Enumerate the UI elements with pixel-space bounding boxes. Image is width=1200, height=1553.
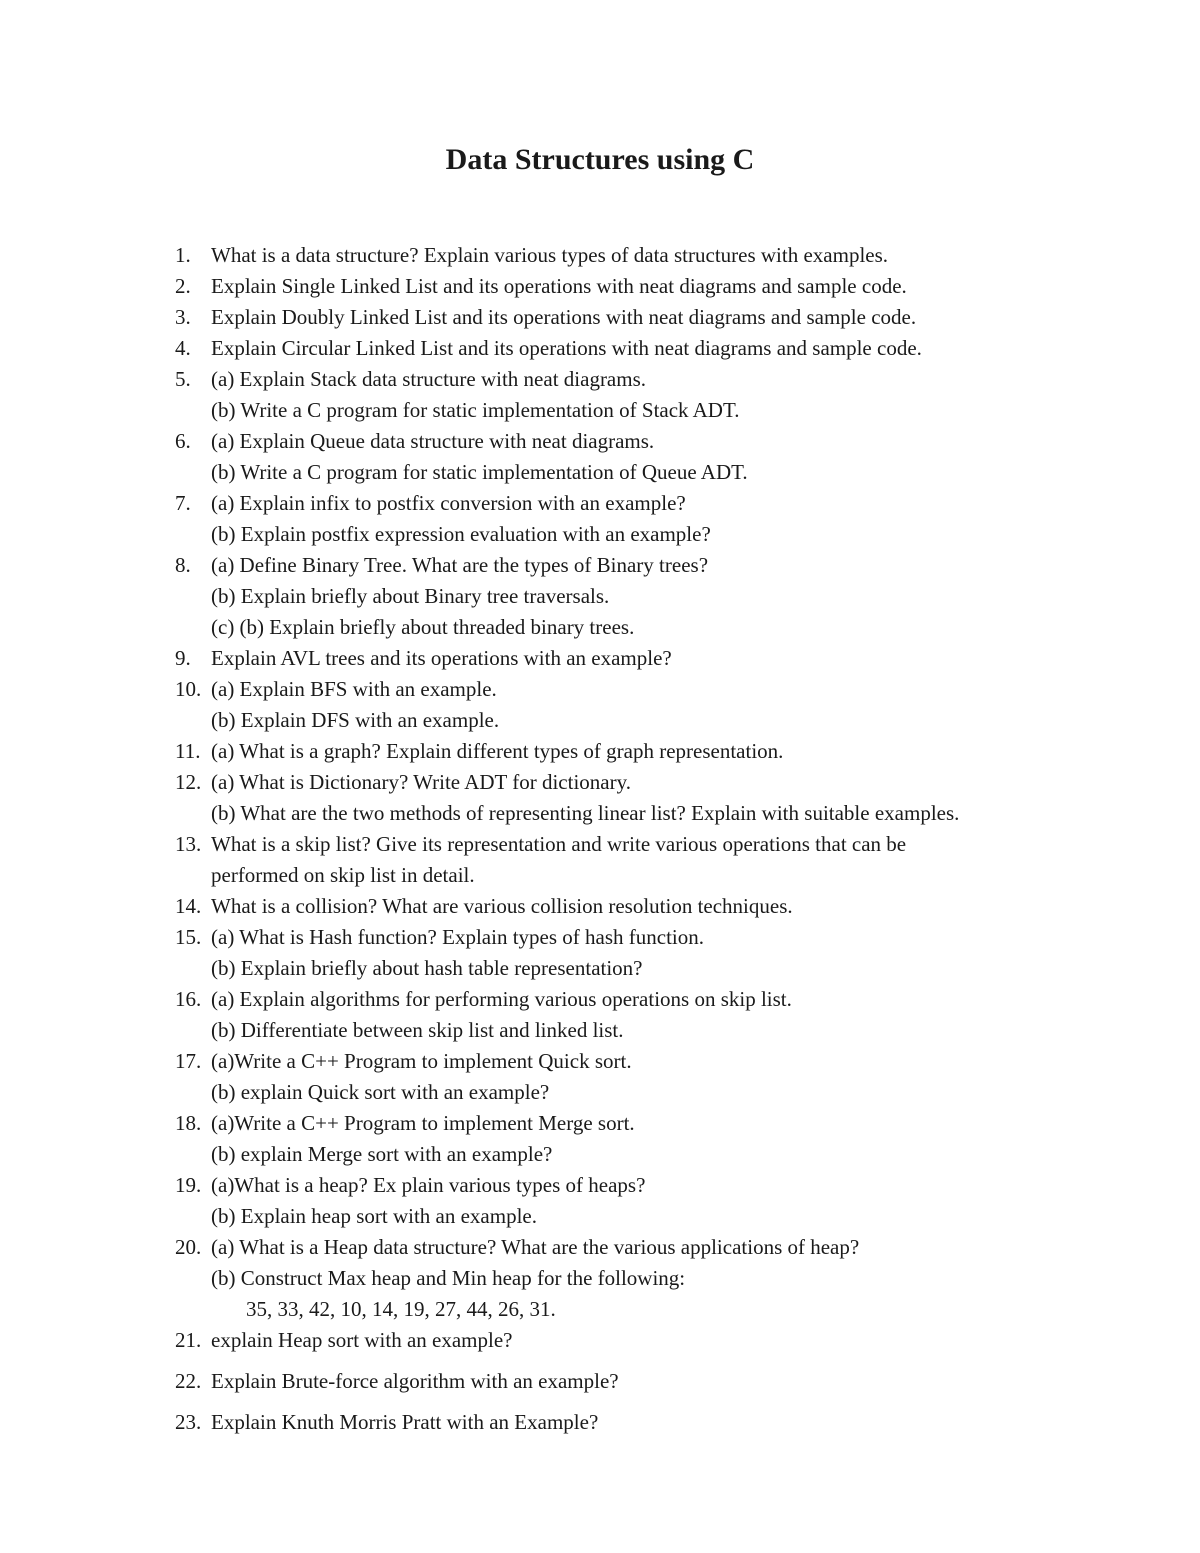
question-text: (a)Write a C++ Program to implement Merge sort. [211, 1111, 635, 1135]
question-number: 16. [175, 987, 202, 1011]
question-text: (a) What is a graph? Explain different types of graph representation. [211, 739, 784, 763]
question-text: (a)What is a heap? Ex plain various types of heaps? [211, 1173, 646, 1197]
question-number: 12. [175, 770, 202, 794]
question-text: performed on skip list in detail. [211, 863, 475, 887]
question-item [0, 736, 1200, 767]
question-item [0, 1232, 1200, 1325]
question-number: 15. [175, 925, 202, 949]
question-number: 22. [175, 1369, 202, 1393]
question-number: 8. [175, 553, 191, 577]
question-item [0, 271, 1200, 302]
question-text: What is a collision? What are various collision resolution techniques. [211, 894, 793, 918]
question-number: 18. [175, 1111, 202, 1135]
question-number: 14. [175, 894, 202, 918]
question-text: (a) Explain infix to postfix conversion with an example? [211, 491, 686, 515]
question-number: 4. [175, 336, 191, 360]
question-item [0, 643, 1200, 674]
question-item [0, 302, 1200, 333]
question-text: (a) Explain Queue data structure with neat diagrams. [211, 429, 655, 453]
question-text: 35, 33, 42, 10, 14, 19, 27, 44, 26, 31. [246, 1297, 556, 1321]
question-text: What is a data structure? Explain various types of data structures with examples. [211, 243, 889, 267]
question-number: 13. [175, 832, 202, 856]
question-text: (a) Explain Stack data structure with neat diagrams. [211, 367, 647, 391]
question-text: (b) Explain postfix expression evaluation with an example? [211, 522, 711, 546]
question-text: (b) Write a C program for static implementation of Stack ADT. [211, 398, 740, 422]
question-item [0, 426, 1200, 488]
question-text: (b) Explain briefly about Binary tree traversals. [211, 584, 610, 608]
question-text: explain Heap sort with an example? [211, 1328, 513, 1352]
question-item [0, 1046, 1200, 1108]
question-item [0, 488, 1200, 550]
question-text: What is a skip list? Give its representation and write various operations that can be [211, 832, 907, 856]
question-number: 21. [175, 1328, 202, 1352]
question-number: 9. [175, 646, 191, 670]
question-text: (a) Define Binary Tree. What are the types of Binary trees? [211, 553, 709, 577]
question-number: 11. [175, 739, 201, 763]
question-item [0, 1170, 1200, 1232]
question-item [0, 767, 1200, 829]
question-number: 5. [175, 367, 191, 391]
question-text: Explain Brute-force algorithm with an example? [211, 1369, 619, 1393]
question-number: 23. [175, 1410, 202, 1434]
question-text: (b) Explain heap sort with an example. [211, 1204, 537, 1228]
question-text: (b) explain Merge sort with an example? [211, 1142, 553, 1166]
question-number: 10. [175, 677, 202, 701]
question-text: (a) Explain BFS with an example. [211, 677, 497, 701]
question-text: (a) What is Hash function? Explain types of hash function. [211, 925, 704, 949]
question-number: 2. [175, 274, 191, 298]
question-item [0, 364, 1200, 426]
question-text: (b) What are the two methods of representing linear list? Explain with suitable examples. [211, 801, 960, 825]
question-item [0, 1366, 1200, 1397]
question-text: (c) (b) Explain briefly about threaded binary trees. [211, 615, 635, 639]
page-title: Data Structures using C [445, 143, 755, 176]
question-item [0, 333, 1200, 364]
question-item [0, 1108, 1200, 1170]
question-number: 17. [175, 1049, 202, 1073]
question-number: 7. [175, 491, 191, 515]
question-number: 3. [175, 305, 191, 329]
question-item [0, 674, 1200, 736]
question-text: Explain Circular Linked List and its operations with neat diagrams and sample code. [211, 336, 922, 360]
question-text: (b) Differentiate between skip list and linked list. [211, 1018, 624, 1042]
question-text: (a) Explain algorithms for performing various operations on skip list. [211, 987, 792, 1011]
question-item [0, 550, 1200, 643]
question-text: Explain Doubly Linked List and its operations with neat diagrams and sample code. [211, 305, 917, 329]
question-item [0, 922, 1200, 984]
question-text: (a) What is Dictionary? Write ADT for dictionary. [211, 770, 631, 794]
question-text: (b) Explain DFS with an example. [211, 708, 500, 732]
question-item [0, 1407, 1200, 1438]
question-number: 6. [175, 429, 191, 453]
question-text: (b) explain Quick sort with an example? [211, 1080, 550, 1104]
question-item [0, 984, 1200, 1046]
question-number: 20. [175, 1235, 202, 1259]
question-text: (a)Write a C++ Program to implement Quick sort. [211, 1049, 632, 1073]
question-text: Explain Single Linked List and its operations with neat diagrams and sample code. [211, 274, 907, 298]
question-text: (b) Explain briefly about hash table representation? [211, 956, 643, 980]
question-number: 1. [175, 243, 191, 267]
question-item [0, 829, 1200, 891]
question-text: (b) Write a C program for static implementation of Queue ADT. [211, 460, 748, 484]
question-text: Explain Knuth Morris Pratt with an Example? [211, 1410, 599, 1434]
question-item [0, 1325, 1200, 1356]
question-text: (b) Construct Max heap and Min heap for the following: [211, 1266, 686, 1290]
question-text: Explain AVL trees and its operations with an example? [211, 646, 672, 670]
question-item [0, 891, 1200, 922]
question-list [0, 240, 1200, 1438]
question-item [0, 240, 1200, 271]
question-number: 19. [175, 1173, 202, 1197]
question-text: (a) What is a Heap data structure? What are the various applications of heap? [211, 1235, 860, 1259]
